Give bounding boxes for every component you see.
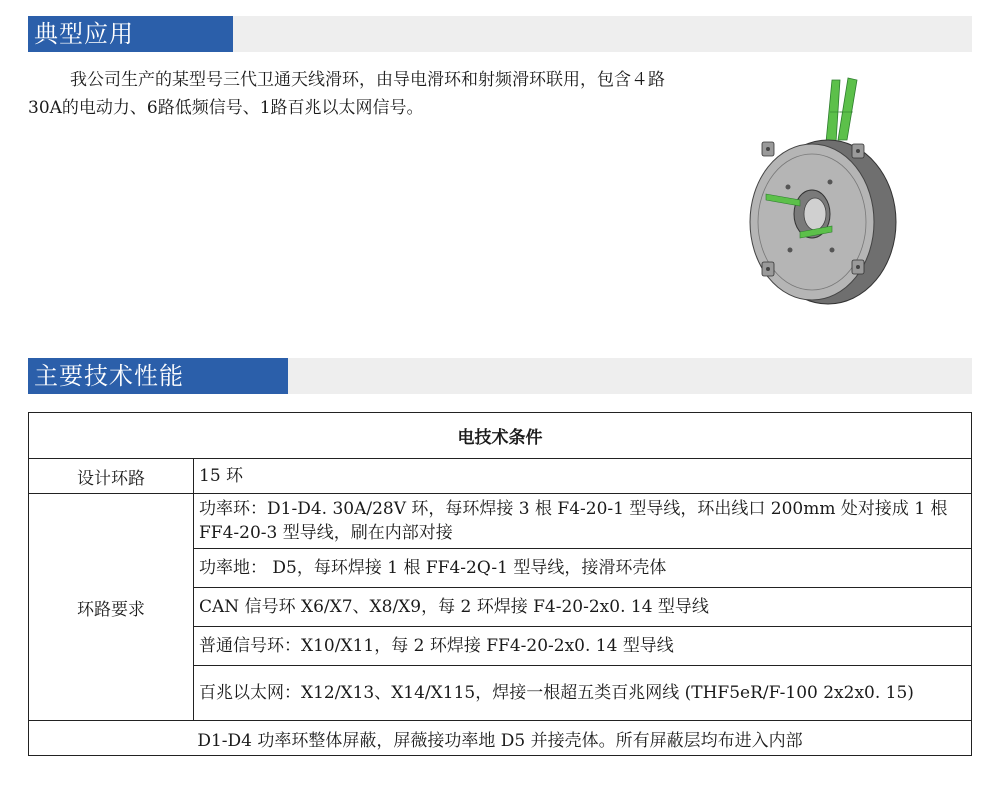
table-row (29, 459, 972, 494)
table-row (29, 494, 972, 549)
slip-ring-product-icon (740, 72, 900, 312)
table-footer-row (29, 721, 972, 756)
loop-requirement-ground: 功率地： D5，每环焊接 1 根 FF4-2Q-1 型导线，接滑环壳体 (194, 549, 972, 588)
table-header: 电技术条件 (29, 413, 972, 459)
section-title-specs: 主要技术性能 (34, 362, 184, 390)
design-loop-value: 15 环 (194, 459, 972, 494)
loop-requirement-label: 环路要求 (29, 494, 194, 721)
top-wires-icon (826, 78, 857, 142)
loop-requirement-can: CAN 信号环 X6/X7、X8/X9，每 2 环焊接 F4-20-2x0. 14 型导线 (194, 588, 972, 627)
design-loop-label: 设计环路 (29, 459, 194, 494)
loop-requirement-signal: 普通信号环：X10/X11，每 2 环焊接 FF4-20-2x0. 14 型导线 (194, 627, 972, 666)
loop-requirement-ethernet: 百兆以太网：X12/X13、X14/X115，焊接一根超五类百兆网线 (THF5eR/F-100 2x2x0. 15) (194, 666, 972, 721)
table-header-row (29, 413, 972, 459)
spec-table (28, 412, 972, 756)
section-header-application (28, 16, 972, 52)
section-title-application: 典型应用 (34, 20, 134, 48)
section-header-specs (28, 358, 972, 394)
table-footer: D1-D4 功率环整体屏蔽，屏薇接功率地 D5 并接壳体。所有屏蔽层均布进入内部 (29, 721, 972, 756)
loop-requirement-power: 功率环：D1-D4. 30A/28V 环，每环焊接 3 根 F4-20-1 型导线，环出线口 200mm 处对接成 1 根 FF4-20-3 型导线，刷在内部对接 (194, 494, 972, 549)
intro-text: 我公司生产的某型号三代卫通天线滑环，由导电滑环和射频滑环联用，包含４路30A的电动力、6路低频信号、1路百兆以太网信号。 (28, 70, 665, 118)
intro-paragraph (28, 66, 668, 122)
